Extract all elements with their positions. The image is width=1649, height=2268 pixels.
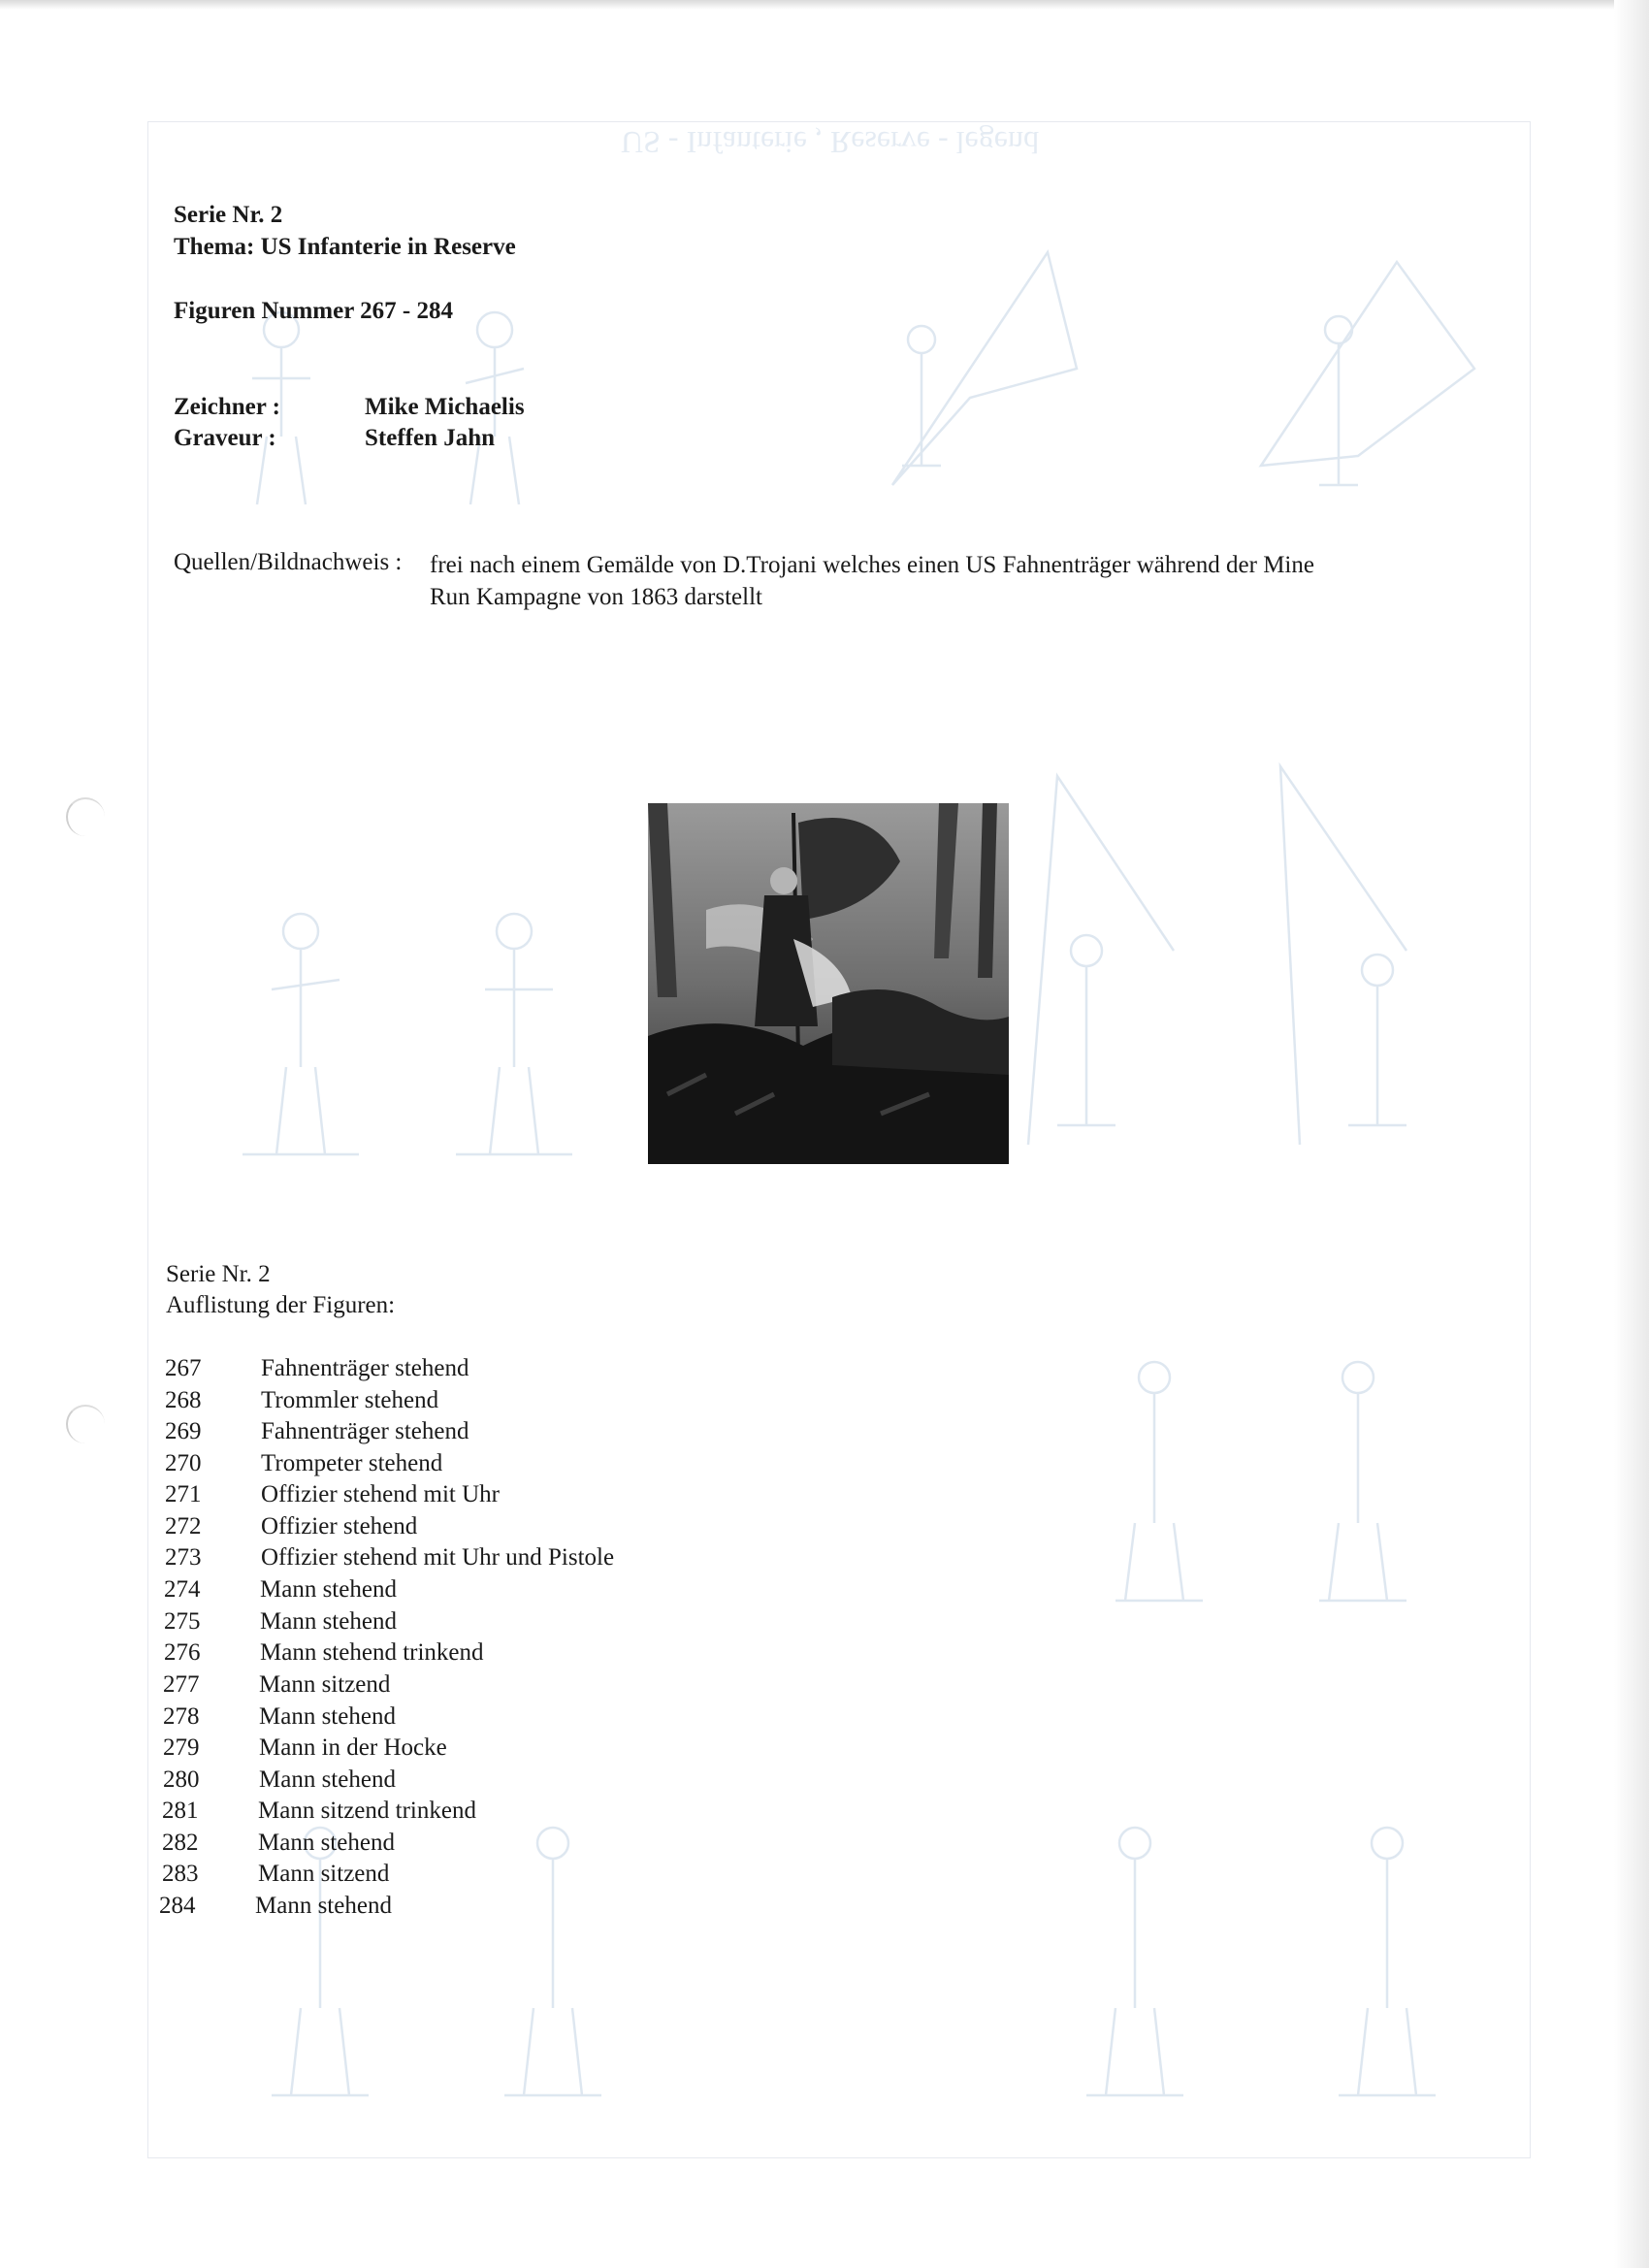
- figure-number: 283: [162, 1861, 199, 1887]
- show-through-flag-bearers-top: [854, 233, 1494, 553]
- figure-row: [163, 1671, 390, 1702]
- show-through-figures-bottom: [223, 1814, 1484, 2124]
- figure-number: 276: [164, 1639, 201, 1666]
- figure-description: Offizier stehend: [261, 1513, 418, 1539]
- punch-hole-bottom: [66, 1405, 105, 1443]
- figure-row: [163, 1766, 396, 1798]
- figure-description: Mann stehend: [259, 1766, 396, 1793]
- figure-number: 273: [165, 1544, 202, 1571]
- figure-description: Mann sitzend: [258, 1861, 390, 1887]
- show-through-figures-middle-right: [999, 757, 1504, 1174]
- figure-description: Mann stehend: [258, 1830, 395, 1856]
- figure-number: 277: [163, 1671, 200, 1698]
- figure-row: [165, 1513, 417, 1544]
- sources-text: frei nach einem Gemälde von D.Trojani welches einen US Fahnenträger während der Mine Run Kampagne von 1863 darstellt: [430, 552, 1314, 610]
- figure-number: 281: [162, 1798, 199, 1824]
- show-through-figures-middle-left: [223, 873, 630, 1174]
- theme-title: Thema: US Infanterie in Reserve: [174, 234, 516, 260]
- figure-description: Mann stehend trinkend: [260, 1639, 484, 1666]
- figure-number: 268: [165, 1387, 202, 1413]
- figure-row: [165, 1355, 469, 1386]
- figure-number-range: Figuren Nummer 267 - 284: [174, 298, 453, 324]
- figure-number: 279: [163, 1734, 200, 1761]
- zeichner-value: Mike Michaelis: [365, 394, 525, 420]
- figure-description: Trommler stehend: [261, 1387, 439, 1413]
- figure-row: [165, 1544, 614, 1575]
- figure-number: 282: [162, 1830, 199, 1856]
- figure-row: [162, 1830, 395, 1861]
- figure-description: Mann stehend: [260, 1576, 397, 1603]
- figure-number: 275: [164, 1608, 201, 1635]
- graveur-value: Steffen Jahn: [365, 425, 496, 451]
- figure-row: [162, 1798, 476, 1829]
- figure-number: 280: [163, 1766, 200, 1793]
- punch-hole-top: [66, 797, 105, 836]
- figure-description: Mann stehend: [260, 1608, 397, 1635]
- figure-number: 272: [165, 1513, 202, 1539]
- graveur-label: Graveur :: [174, 425, 276, 451]
- figure-description: Offizier stehend mit Uhr: [261, 1481, 500, 1507]
- figure-row: [164, 1576, 397, 1607]
- figure-row: [165, 1418, 469, 1449]
- painting-flag-bearer-image: [648, 803, 1009, 1164]
- figure-row: [164, 1608, 397, 1639]
- figure-row: [165, 1481, 500, 1512]
- figure-row: [165, 1387, 438, 1418]
- figure-number: 284: [159, 1893, 196, 1919]
- figure-number: 267: [165, 1355, 202, 1381]
- figure-description: Offizier stehend mit Uhr und Pistole: [261, 1544, 615, 1571]
- figure-description: Fahnenträger stehend: [261, 1418, 469, 1444]
- figure-row: [159, 1893, 392, 1924]
- figure-description: Fahnenträger stehend: [261, 1355, 469, 1381]
- figure-row: [164, 1639, 484, 1670]
- figure-description: Trompeter stehend: [261, 1450, 443, 1476]
- figure-row: [163, 1734, 447, 1766]
- show-through-figures-lower-right: [1096, 1348, 1445, 1620]
- figure-number: 274: [164, 1576, 201, 1603]
- serie-number: Serie Nr. 2: [174, 202, 283, 228]
- figure-description: Mann stehend: [259, 1703, 396, 1730]
- figure-row: [163, 1703, 396, 1734]
- figure-number: 271: [165, 1481, 202, 1507]
- figure-number: 269: [165, 1418, 202, 1444]
- figure-description: Mann stehend: [255, 1893, 392, 1919]
- painting-illustration: [648, 803, 1009, 1164]
- figure-description: Mann sitzend trinkend: [258, 1798, 476, 1824]
- sources-label: Quellen/Bildnachweis :: [174, 549, 403, 575]
- list-title: Auflistung der Figuren:: [166, 1292, 396, 1318]
- figure-number: 278: [163, 1703, 200, 1730]
- list-serie-number: Serie Nr. 2: [166, 1261, 271, 1287]
- show-through-title-decoration: US - Infanterie , Reserve - legend: [621, 125, 1039, 160]
- zeichner-label: Zeichner :: [174, 394, 280, 420]
- scan-edge-top: [0, 0, 1649, 10]
- figure-number: 270: [165, 1450, 202, 1476]
- figure-description: Mann in der Hocke: [259, 1734, 447, 1761]
- figure-row: [162, 1861, 389, 1892]
- figure-description: Mann sitzend: [259, 1671, 391, 1698]
- figure-row: [165, 1450, 442, 1481]
- scan-edge-right: [1614, 0, 1649, 2268]
